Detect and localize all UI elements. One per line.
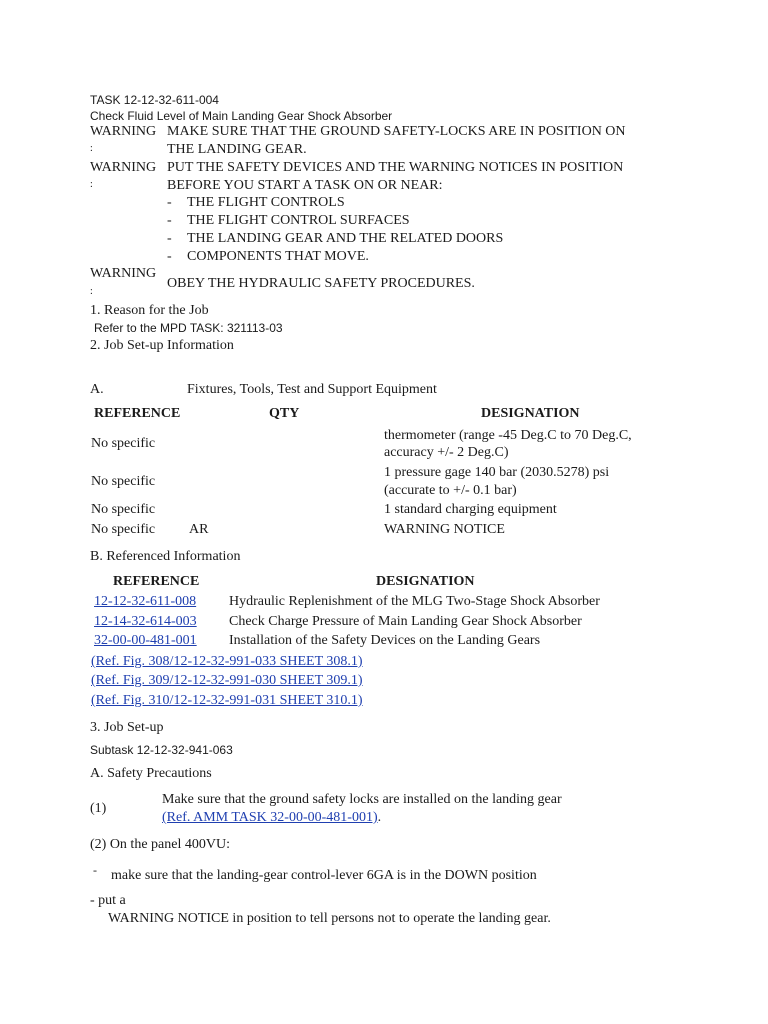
bullet-mark: - [93,863,97,877]
warning-text-2a: PUT THE SAFETY DEVICES AND THE WARNING NOTICES IN POSITION [167,160,624,175]
table-a-row-3-reference: No specific [91,502,156,517]
section-1-text: Refer to the MPD TASK: 321113-03 [94,321,283,335]
table-a-row-1-designation-a: thermometer (range -45 Deg.C to 70 Deg.C, [384,428,632,443]
table-a-row-1-reference: No specific [91,436,156,451]
warning-colon-3: : [90,286,93,297]
task-id: TASK 12-12-32-611-004 [90,93,219,107]
fig-link-309[interactable]: (Ref. Fig. 309/12-12-32-991-030 SHEET 309.1) [91,673,363,688]
table-a-row-1-designation-b: accuracy +/- 2 Deg.C) [384,445,509,460]
warning-text-1b: THE LANDING GEAR. [167,142,307,157]
task-title: Check Fluid Level of Main Landing Gear Shock Absorber [90,109,393,123]
bullet-mark: - [167,213,172,228]
sub-b-title: B. Referenced Information [90,549,241,564]
table-a-row-2-reference: No specific [91,474,156,489]
table-a-header-qty: QTY [269,406,300,421]
warning-bullet-2: THE FLIGHT CONTROL SURFACES [187,213,410,228]
table-a-row-4-reference: No specific [91,522,156,537]
ref-link-12-12-32-611-008[interactable]: 12-12-32-611-008 [94,594,197,609]
step-1-end: . [377,810,382,825]
table-b-header-designation: DESIGNATION [376,574,475,589]
table-a-row-2-designation-a: 1 pressure gage 140 bar (2030.5278) psi [384,465,610,480]
warning-label-2: WARNING [90,160,157,175]
step-1-text: Make sure that the ground safety locks are installed on the landing gear [162,792,562,807]
table-a-row-4-designation: WARNING NOTICE [384,522,505,537]
warning-colon-2: : [90,179,93,190]
table-a-header-designation: DESIGNATION [481,406,580,421]
section-2-heading: 2. Job Set-up Information [90,338,234,353]
bullet-mark: - [167,231,172,246]
amm-task-link[interactable]: (Ref. AMM TASK 32-00-00-481-001) [162,810,378,825]
ref-designation-3: Installation of the Safety Devices on the Landing Gears [229,633,541,648]
ref-link-12-14-32-614-003[interactable]: 12-14-32-614-003 [94,614,197,629]
fig-link-310[interactable]: (Ref. Fig. 310/12-12-32-991-031 SHEET 310.1) [91,693,363,708]
warning-bullet-4: COMPONENTS THAT MOVE. [187,249,369,264]
sub-a-letter: A. [90,382,104,397]
step-2-item-2a: - put a [90,893,126,908]
safety-title: A. Safety Precautions [90,766,212,781]
warning-colon-1: : [90,143,93,154]
table-b-header-reference: REFERENCE [113,574,200,589]
bullet-mark: - [167,195,172,210]
warning-bullet-3: THE LANDING GEAR AND THE RELATED DOORS [187,231,504,246]
sub-a-title: Fixtures, Tools, Test and Support Equipment [187,382,437,397]
step-2-item-1: make sure that the landing-gear control-lever 6GA is in the DOWN position [111,868,537,883]
section-3-heading: 3. Job Set-up [90,720,164,735]
step-2-text: (2) On the panel 400VU: [90,837,230,852]
ref-designation-2: Check Charge Pressure of Main Landing Gear Shock Absorber [229,614,582,629]
fig-link-308[interactable]: (Ref. Fig. 308/12-12-32-991-033 SHEET 308.1) [91,654,363,669]
ref-link-32-00-00-481-001[interactable]: 32-00-00-481-001 [94,633,197,648]
warning-text-1a: MAKE SURE THAT THE GROUND SAFETY-LOCKS ARE IN POSITION ON [167,124,626,139]
subtask-id: Subtask 12-12-32-941-063 [90,743,233,757]
step-2-item-2b: WARNING NOTICE in position to tell persons not to operate the landing gear. [108,911,551,926]
warning-text-3: OBEY THE HYDRAULIC SAFETY PROCEDURES. [167,276,475,291]
table-a-row-2-designation-b: (accurate to +/- 0.1 bar) [384,483,517,498]
table-a-header-reference: REFERENCE [94,406,181,421]
section-1-heading: 1. Reason for the Job [90,303,209,318]
warning-bullet-1: THE FLIGHT CONTROLS [187,195,345,210]
table-a-row-3-designation: 1 standard charging equipment [384,502,557,517]
table-a-row-4-qty: AR [189,522,209,537]
warning-text-2b: BEFORE YOU START A TASK ON OR NEAR: [167,178,443,193]
bullet-mark: - [167,249,172,264]
ref-designation-1: Hydraulic Replenishment of the MLG Two-Stage Shock Absorber [229,594,600,609]
warning-label-1: WARNING [90,124,157,139]
step-1-number: (1) [90,801,107,816]
warning-label-3: WARNING [90,266,157,281]
